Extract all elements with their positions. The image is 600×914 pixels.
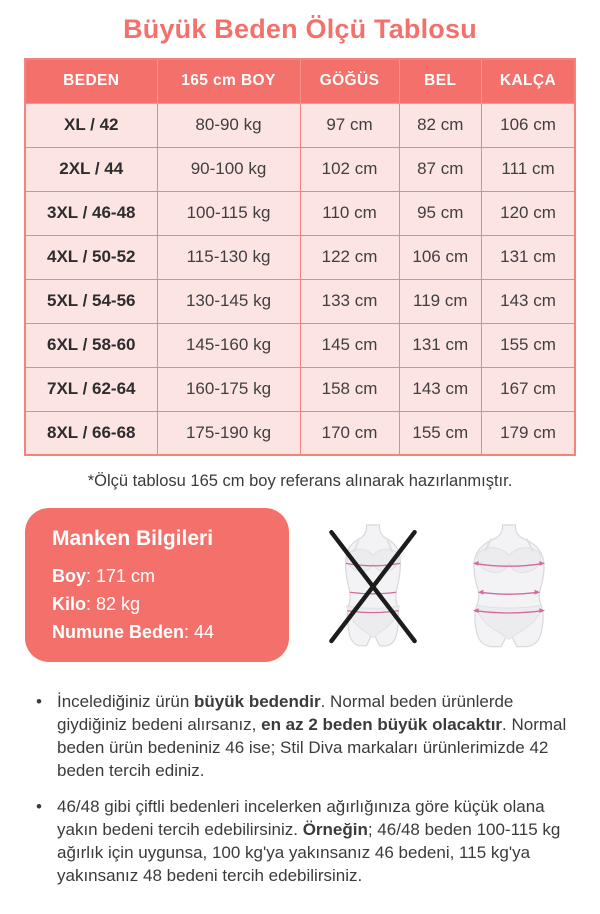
measurement-cell: 131 cm <box>482 235 576 279</box>
slim-figure-icon <box>325 521 421 649</box>
table-row <box>25 323 575 367</box>
model-info-title: Manken Bilgileri <box>52 527 214 550</box>
size-cell: 6XL / 58-60 <box>25 323 157 367</box>
model-info-row: Numune Beden: 44 <box>52 622 215 642</box>
measurement-cell: 120 cm <box>482 191 576 235</box>
measurement-cell: 106 cm <box>482 103 576 147</box>
size-cell: 3XL / 46-48 <box>25 191 157 235</box>
size-table <box>24 58 576 456</box>
note-item: • 46/48 gibi çiftli bedenleri incelerken ağırlığınıza göre küçük olana yakın bedeni tercih edebilirsiniz. Örneğin; 46/48 beden 100-115 kg ağırlık için uygunsa, 100 kg'ya yakınsanız 46 bedeni, 115 kg'ya yakınsanız 48 bedeni tercih edebilirsiniz. <box>30 795 572 887</box>
size-cell: 7XL / 62-64 <box>25 367 157 411</box>
model-info-section <box>25 508 575 662</box>
size-cell: 5XL / 54-56 <box>25 279 157 323</box>
model-info-box <box>25 508 289 662</box>
column-header: KALÇA <box>482 59 576 103</box>
measurement-cell: 179 cm <box>482 411 576 455</box>
model-info-row: Boy: 171 cm <box>52 566 156 586</box>
column-header: BEL <box>399 59 482 103</box>
page-title: Büyük Beden Ölçü Tablosu <box>123 14 477 44</box>
table-row <box>25 235 575 279</box>
size-cell: XL / 42 <box>25 103 157 147</box>
table-row <box>25 191 575 235</box>
size-cell: 4XL / 50-52 <box>25 235 157 279</box>
measurement-cell: 133 cm <box>300 279 399 323</box>
measurement-cell: 100-115 kg <box>157 191 300 235</box>
size-table-header-row <box>25 59 575 103</box>
size-table-container <box>24 58 576 456</box>
measurement-cell: 170 cm <box>300 411 399 455</box>
measurement-cell: 82 cm <box>399 103 482 147</box>
measurement-cell: 97 cm <box>300 103 399 147</box>
column-header: GÖĞÜS <box>300 59 399 103</box>
model-info-row: Kilo: 82 kg <box>52 594 141 614</box>
measurement-cell: 115-130 kg <box>157 235 300 279</box>
measurement-cell: 160-175 kg <box>157 367 300 411</box>
measurement-cell: 131 cm <box>399 323 482 367</box>
plus-size-figure-measurements-icon <box>461 521 557 649</box>
table-row <box>25 411 575 455</box>
measurement-cell: 87 cm <box>399 147 482 191</box>
measurement-cell: 143 cm <box>482 279 576 323</box>
table-row <box>25 103 575 147</box>
measurement-cell: 102 cm <box>300 147 399 191</box>
table-row <box>25 367 575 411</box>
measurement-cell: 175-190 kg <box>157 411 300 455</box>
measurement-cell: 90-100 kg <box>157 147 300 191</box>
measurement-cell: 145 cm <box>300 323 399 367</box>
measurement-cell: 158 cm <box>300 367 399 411</box>
measurement-cell: 143 cm <box>399 367 482 411</box>
measurement-cell: 80-90 kg <box>157 103 300 147</box>
table-row <box>25 147 575 191</box>
measurement-cell: 95 cm <box>399 191 482 235</box>
note-item: • İncelediğiniz ürün büyük bedendir. Normal beden ürünlerde giydiğiniz bedeni alırsanız, en az 2 beden büyük olacaktır. Normal beden ürün bedeniniz 46 ise; Stil Diva markaları ürünlerimizde 42 beden tercih ediniz. <box>30 690 572 782</box>
measurement-cell: 155 cm <box>399 411 482 455</box>
measurement-cell: 155 cm <box>482 323 576 367</box>
crossed-out-slim-figure <box>325 521 421 649</box>
figure-illustrations <box>289 521 575 649</box>
measurement-cell: 110 cm <box>300 191 399 235</box>
measurement-cell: 130-145 kg <box>157 279 300 323</box>
table-footnote: *Ölçü tablosu 165 cm boy referans alınarak hazırlanmıştır. <box>87 472 513 490</box>
measurement-cell: 167 cm <box>482 367 576 411</box>
table-row <box>25 279 575 323</box>
column-header: BEDEN <box>25 59 157 103</box>
measurement-cell: 145-160 kg <box>157 323 300 367</box>
measurement-cell: 119 cm <box>399 279 482 323</box>
size-chart-page <box>0 14 600 914</box>
size-cell: 2XL / 44 <box>25 147 157 191</box>
plus-size-figure <box>461 521 557 649</box>
measurement-cell: 122 cm <box>300 235 399 279</box>
size-cell: 8XL / 66-68 <box>25 411 157 455</box>
model-info-list <box>52 562 269 646</box>
size-table-body <box>25 103 575 455</box>
measurement-cell: 106 cm <box>399 235 482 279</box>
column-header: 165 cm BOY <box>157 59 300 103</box>
notes-list <box>30 690 572 887</box>
measurement-cell: 111 cm <box>482 147 576 191</box>
